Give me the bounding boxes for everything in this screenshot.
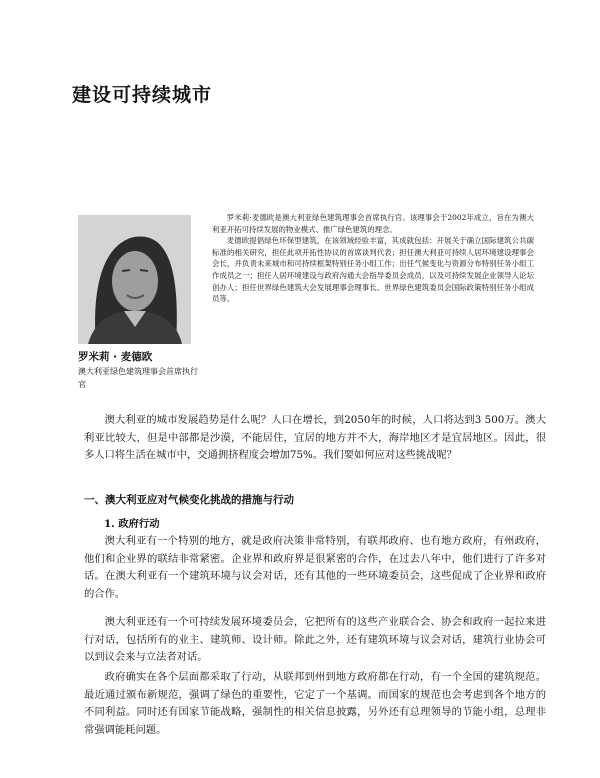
portrait-image xyxy=(78,215,191,344)
speaker-role: 澳大利亚绿色建筑理事会首席执行官 xyxy=(78,367,198,389)
bio-paragraph: 麦德欧提倡绿色环保型建筑，在该领域经验丰富，其成就包括：开展关于确立国际建筑公共碳标准的相关研究，担任此项开拓性协议的首席谈判代表；担任澳大利亚可持续人居环境建设理事会会长，并负责未来城市和可持续框架特别任务小组工作；出任气候变化与资源分布特别任务小组工作成员之一；担任人居环境建设与政府沟通大会指导委员会成员，以及可持续发展企业领导人论坛创办人；担任世界绿色建筑大会发展理事会理事长、世界绿色建筑委员会国际政策特别任务小组成员等。 xyxy=(212,236,534,304)
page-title: 建设可持续城市 xyxy=(72,84,213,106)
speaker-bio xyxy=(212,212,534,305)
bio-paragraph: 罗米莉·麦德欧是澳大利亚绿色建筑理事会首席执行官。该理事会于2002年成立，旨在为澳大利亚开拓可持续发展的物业模式、推广绿色建筑的理念。 xyxy=(212,213,534,234)
body-paragraph: 澳大利亚还有一个可持续发展环境委员会，它把所有的这些产业联合会、协会和政府一起拉来进行对话，包括所有的业主、建筑师、设计师。除此之外，还有建筑环境与议会对话，建筑行业协会可以到议会来与立法者对话。 xyxy=(84,616,546,663)
speaker-name: 罗米莉 · 麦德欧 xyxy=(78,351,153,363)
section-heading: 一、澳大利亚应对气候变化挑战的措施与行动 xyxy=(84,494,294,506)
body-paragraph: 澳大利亚有一个特别的地方，就是政府决策非常特别，有联邦政府、也有地方政府，有州政府，他们和企业界的联结非常紧密。企业界和政府界是很紧密的合作，在过去八年中，他们进行了许多对话。在澳大利亚有一个建筑环境与议会对话，还有其他的一些环境委员会，这些促成了企业界和政府的合作。 xyxy=(84,535,546,600)
speaker-portrait xyxy=(78,215,191,344)
intro-paragraph: 澳大利亚的城市发展趋势是什么呢？人口在增长，到2050年的时候，人口将达到3 500万。澳大利亚比较大，但是中部都是沙漠，不能居住，宜居的地方并不大，海岸地区才是宜居地区。因此，很多人口将生活在城市中，交通拥挤程度会增加75%。我们要如何应对这些挑战呢？ xyxy=(84,414,546,461)
subsection-heading: 1. 政府行动 xyxy=(104,518,160,530)
body-paragraph: 政府确实在各个层面都采取了行动，从联邦到州到地方政府都在行动，有一个全国的建筑规范。最近通过颁布新规范，强调了绿色的重要性，它定了一个基调。而国家的规范也会考虑到各个地方的不同利益。同时还有国家节能战略，强制性的相关信息披露，另外还有总理领导的节能小组，总理非常强调能耗问题。 xyxy=(84,671,546,736)
